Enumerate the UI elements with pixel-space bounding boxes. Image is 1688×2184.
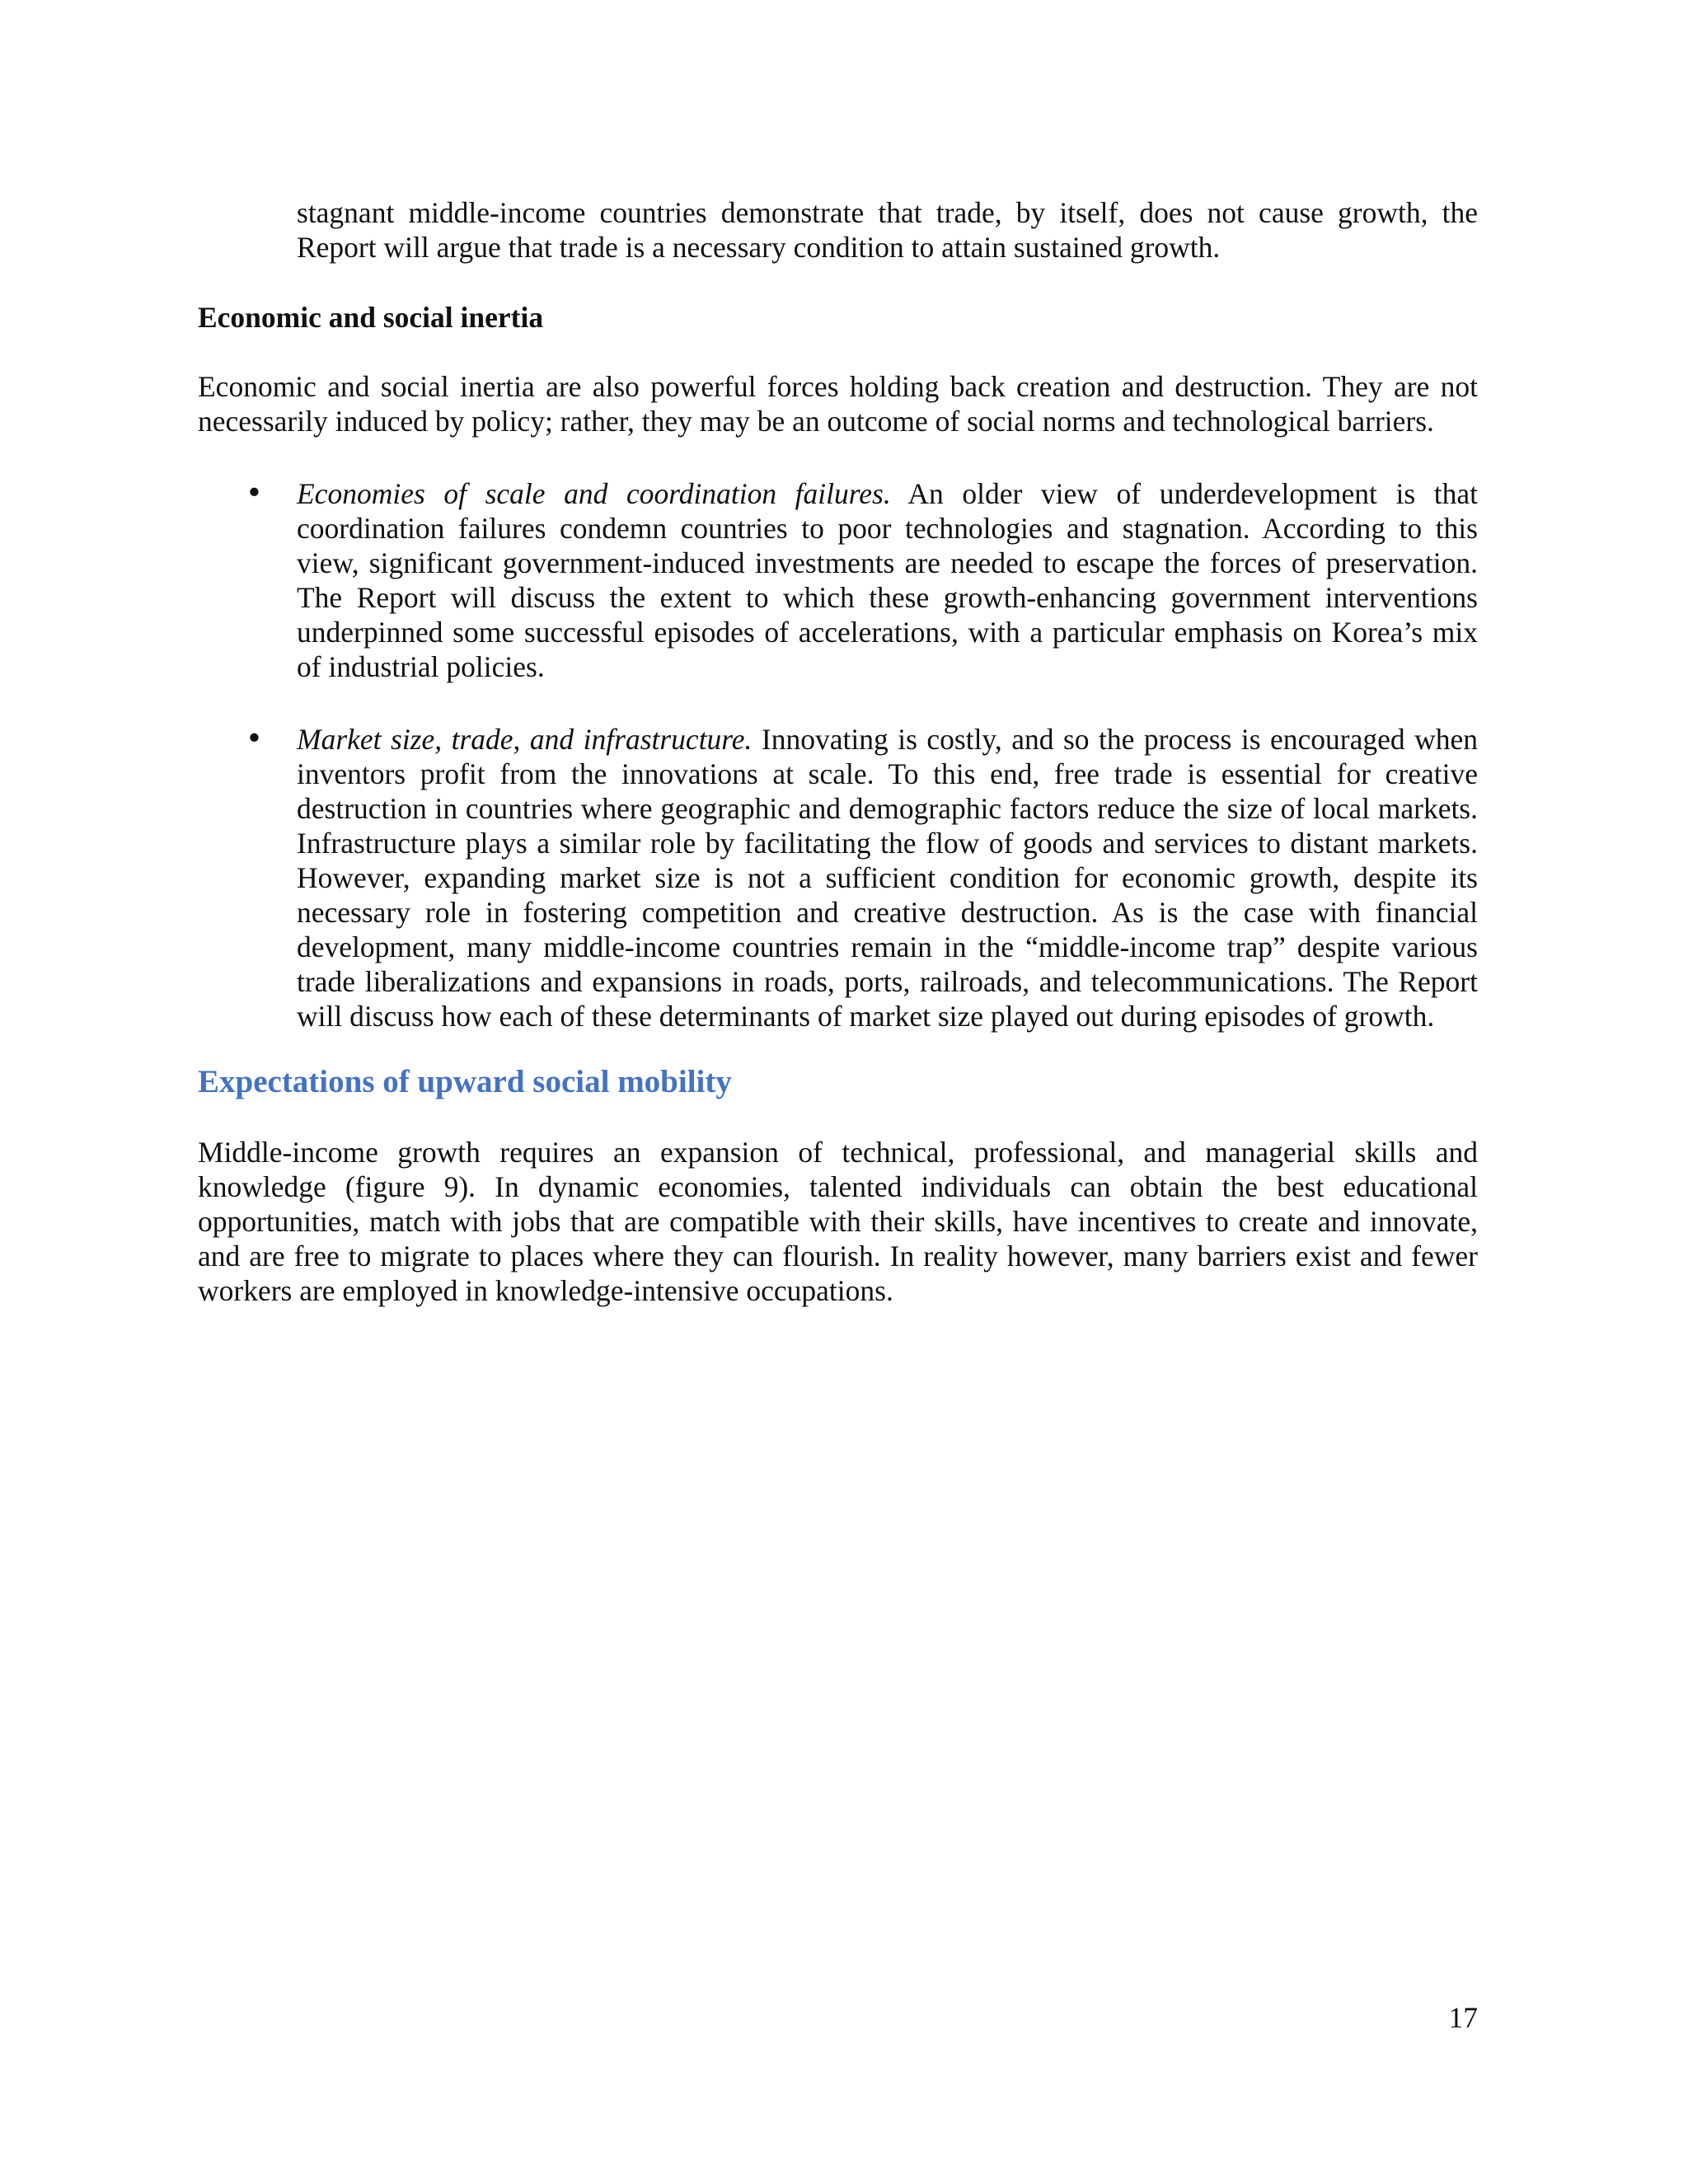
- section-heading-inertia: Economic and social inertia: [198, 301, 544, 334]
- mobility-paragraph: Middle-income growth requires an expansion of technical, professional, and managerial skills and knowledge (figure 9). In dynamic economies, talented individuals can obtain the best educational opportunities, match with jobs that are compatible with their skills, have incentives to create and innovate, and are free to migrate to places where they can flourish. In reality however, many barriers exist and fewer workers are employed in knowledge-intensive occupations.: [198, 1136, 1478, 1307]
- section-heading-mobility: Expectations of upward social mobility: [198, 1064, 732, 1099]
- bullet-paragraph: [297, 722, 1478, 1033]
- bullet-lead: Market size, trade, and infrastructure.: [297, 723, 753, 756]
- continuation-paragraph: stagnant middle-income countries demonstrate that trade, by itself, does not cause growth, the Report will argue that trade is a necessary condition to attain sustained growth.: [297, 196, 1478, 264]
- page-number: 17: [1448, 2001, 1478, 2034]
- bullet-paragraph: [297, 476, 1478, 684]
- inertia-intro-paragraph: Economic and social inertia are also powerful forces holding back creation and destruction. They are not necessarily induced by policy; rather, they may be an outcome of social norms and technological barriers.: [198, 370, 1478, 438]
- bullet-icon: •: [246, 722, 263, 756]
- bullet-body: An older view of underdevelopment is that coordination failures condemn countries to poor technologies and stagnation. According to this view, significant government-induced investments are needed to escape the forces of preservation. The Report will discuss the extent to which these growth-enhancing government interventions underpinned some successful episodes of accelerations, with a particular emphasis on Korea’s mix of industrial policies.: [297, 477, 1478, 683]
- bullet-body: Innovating is costly, and so the process is encouraged when inventors profit from the innovations at scale. To this end, free trade is essential for creative destruction in countries where geographic and demographic factors reduce the size of local markets. Infrastructure plays a similar role by facilitating the flow of goods and services to distant markets. However, expanding market size is not a sufficient condition for economic growth, despite its necessary role in fostering competition and creative destruction. As is the case with financial development, many middle-income countries remain in the “middle-income trap” despite various trade liberalizations and expansions in roads, ports, railroads, and telecommunications. The Report will discuss how each of these determinants of market size played out during episodes of growth.: [297, 723, 1478, 1033]
- bullet-lead: Economies of scale and coordination failures.: [297, 477, 891, 510]
- bullet-icon: •: [246, 476, 263, 510]
